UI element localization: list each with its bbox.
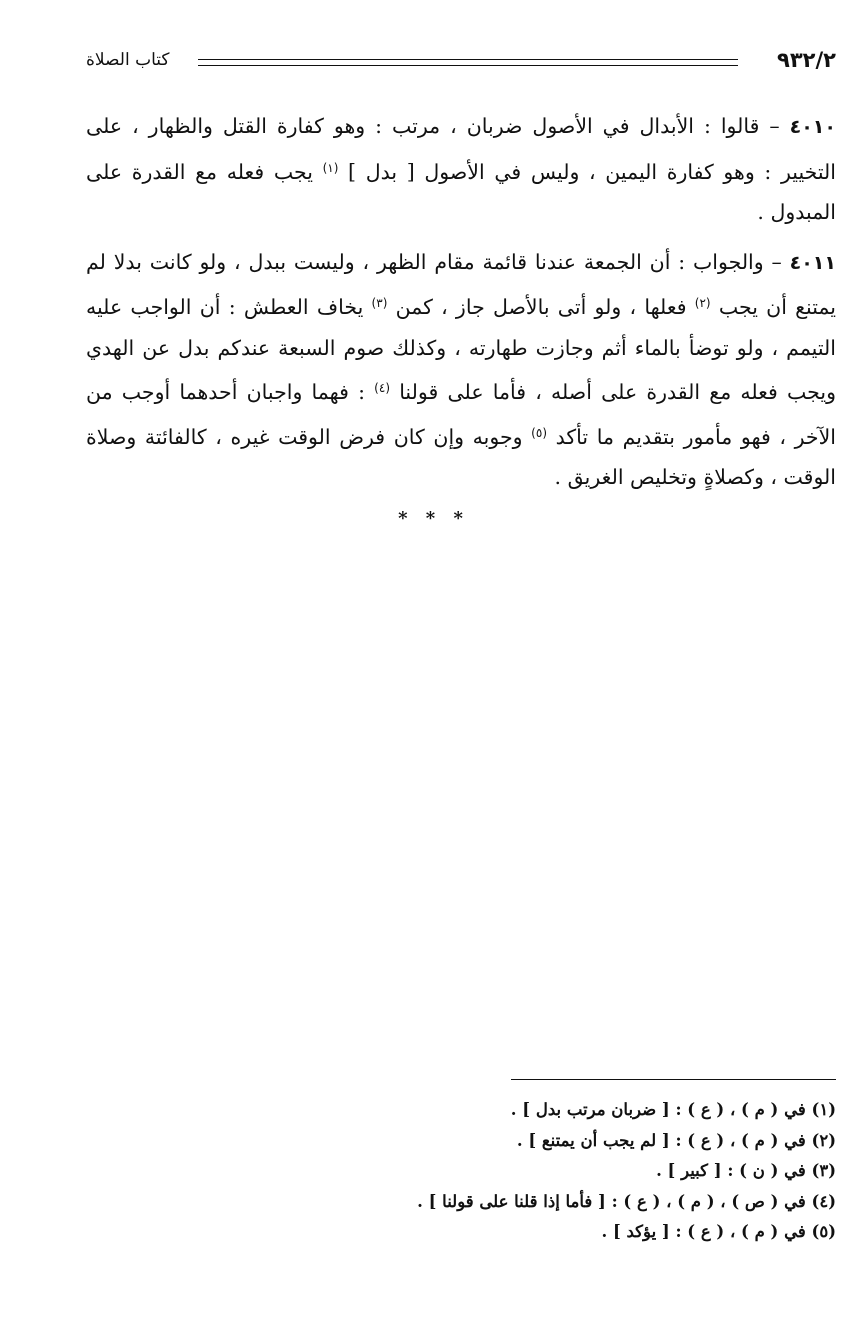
footnote-reference: (٢): [694, 296, 711, 310]
paragraph-text: يخاف العطش : أن الواجب عليه التيمم ، ولو توضأ بالماء أثم وجازت طهارته ، وكذلك صوم السبعة عندكم بدل عن الهدي ويجب فعله مع القدرة على أصله ، فأما على قولنا: [86, 295, 836, 404]
footnote-reference: (٥): [531, 425, 547, 440]
section-separator: * * *: [398, 508, 469, 529]
page-number: ٩٣٢/٢: [777, 48, 836, 72]
footnote: (١) في ( م ) ، ( ع ) : [ ضربان مرتب بدل ] .: [510, 1100, 836, 1119]
footnote: (٣) في ( ن ) : [ كبير ] .: [656, 1161, 836, 1180]
footnotes: [86, 1095, 836, 1248]
paragraph-text: : فهما واجبان أحدهما أوجب من الآخر ، فهو مأمور بتقديم ما تأكد: [86, 380, 836, 449]
paragraph-text: – قالوا : الأبدال في الأصول ضربان ، مرتب : وهو كفارة القتل والظهار ، على التخيير : وهو كفارة اليمين ، وليس في الأصول [ بدل ]: [86, 114, 836, 184]
paragraph-text: يجب فعله مع القدرة على المبدول .: [86, 159, 836, 224]
footnote-rule: [511, 1079, 836, 1080]
paragraph-text: فعلها ، ولو أتى بالأصل جاز ، كمن: [387, 295, 695, 319]
paragraph-number: ٤٠١١: [789, 251, 836, 274]
paragraph-text: – والجواب : أن الجمعة عندنا قائمة مقام الظهر ، وليست ببدل ، ولو كانت بدلا لم يمتنع أن يجب: [86, 249, 836, 319]
header-double-rule: [198, 59, 738, 66]
footnote-reference: (٤): [374, 381, 390, 395]
main-text: [86, 106, 836, 507]
running-title: كتاب الصلاة: [86, 50, 170, 70]
paragraph: [86, 106, 836, 233]
page-header: [86, 40, 836, 80]
paragraph-number: ٤٠١٠: [789, 116, 836, 138]
footnote: (٥) في ( م ) ، ( ع ) : [ يؤكد ] .: [601, 1222, 836, 1241]
footnote-reference: (٣): [371, 296, 388, 310]
paragraph-text: وجوبه وإن كان فرض الوقت غيره ، كالفائتة وصلاة الوقت ، وكصلاةٍ وتخليص الغريق .: [86, 424, 836, 489]
footnote: (٤) في ( ص ) ، ( م ) ، ( ع ) : [ فأما إذا قلنا على قولنا ] .: [417, 1191, 836, 1211]
paragraph: [86, 242, 836, 498]
footnote-reference: (١): [322, 160, 339, 175]
footnote: (٢) في ( م ) ، ( ع ) : [ لم يجب أن يمتنع ] .: [516, 1130, 836, 1150]
